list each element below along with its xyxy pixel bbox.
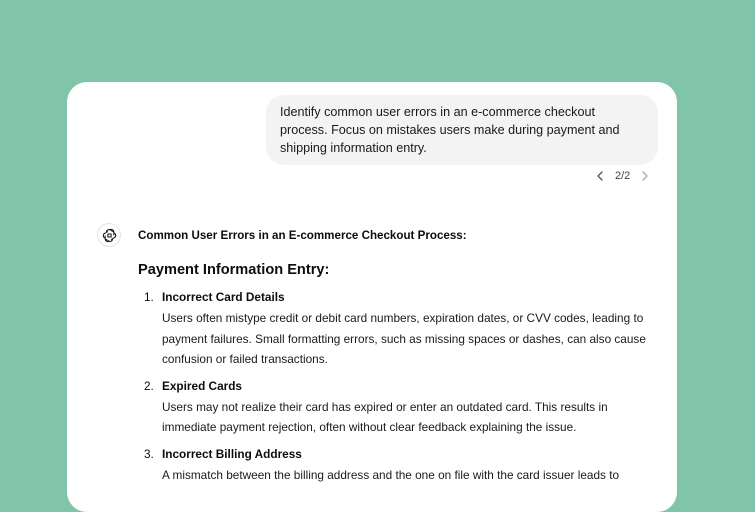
chat-panel <box>67 82 677 512</box>
list-item-title: Expired Cards <box>162 378 242 393</box>
response-pager <box>593 168 652 184</box>
list-item-title: Incorrect Billing Address <box>162 446 302 461</box>
openai-logo-icon <box>97 223 121 247</box>
response-intro: Common User Errors in an E-commerce Checkout Process: <box>138 229 467 242</box>
pager-label: 2/2 <box>615 170 631 182</box>
assistant-response <box>138 227 658 492</box>
list-item <box>138 377 658 438</box>
chevron-right-icon[interactable] <box>638 169 652 183</box>
error-list <box>138 288 658 485</box>
user-message-text: Identify common user errors in an e-commerce checkout process. Focus on mistakes users make during payment and shipping information entry. <box>280 105 620 155</box>
list-item-body: Users often mistype credit or debit card numbers, expiration dates, or CVV codes, leading to payment failures. Small formatting errors, such as missing spaces or dashes, can also cause confusion or failed transactions. <box>162 311 646 366</box>
list-item-body: Users may not realize their card has expired or enter an outdated card. This results in immediate payment rejection, often without clear feedback explaining the issue. <box>162 399 608 434</box>
list-item-number: 3. <box>144 446 154 461</box>
user-message-bubble <box>266 95 658 165</box>
list-item <box>138 445 658 486</box>
list-item-number: 2. <box>144 378 154 393</box>
list-item <box>138 288 658 370</box>
list-item-number: 1. <box>144 290 154 304</box>
chevron-left-icon[interactable] <box>593 169 607 183</box>
list-item-title: Incorrect Card Details <box>162 290 285 304</box>
list-item-body: A mismatch between the billing address and the one on file with the card issuer leads to <box>162 467 620 482</box>
section-heading: Payment Information Entry: <box>138 262 330 278</box>
